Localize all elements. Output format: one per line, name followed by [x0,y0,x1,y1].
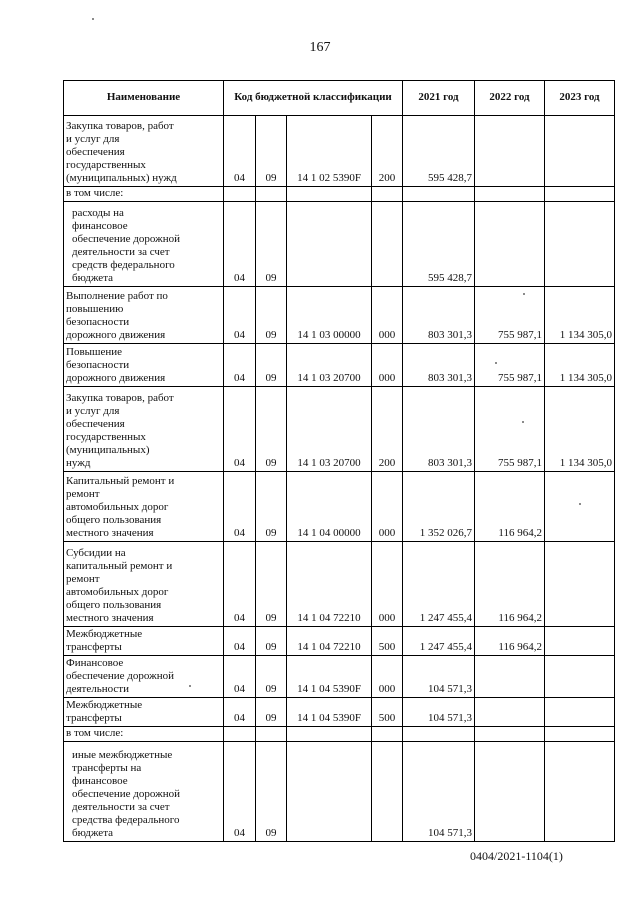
row-target-article: 14 1 03 00000 [287,287,372,344]
row-subsection [256,727,287,742]
row-name: Финансовое обеспечение дорожной деятельности [64,656,224,698]
row-amount-2022 [475,742,545,842]
row-amount-2022 [475,698,545,727]
table-header-row [64,81,615,116]
row-subsection: 09 [256,698,287,727]
row-name: Межбюджетные трансферты [64,698,224,727]
scan-speck [92,18,94,20]
header-2021: 2021 год [403,81,475,116]
row-target-article: 14 1 04 5390F [287,656,372,698]
row-name: иные межбюджетные трансферты на финансовое обеспечение дорожной деятельности за счет средства федерального бюджета [64,742,224,842]
row-amount-2023 [545,727,615,742]
row-expense-type [372,202,403,287]
row-name: расходы на финансовое обеспечение дорожной деятельности за счет средств федерального бюджета [64,202,224,287]
row-amount-2023 [545,202,615,287]
row-name: Повышение безопасности дорожного движения [64,344,224,387]
row-target-article [287,742,372,842]
scan-speck [579,503,581,505]
row-section: 04 [224,472,256,542]
row-target-article: 14 1 03 20700 [287,387,372,472]
row-target-article [287,202,372,287]
row-expense-type [372,742,403,842]
row-amount-2021: 104 571,3 [403,742,475,842]
row-amount-2021 [403,727,475,742]
row-section: 04 [224,202,256,287]
row-amount-2022 [475,727,545,742]
row-expense-type: 000 [372,656,403,698]
row-section: 04 [224,344,256,387]
row-target-article: 14 1 04 00000 [287,472,372,542]
table-row [64,698,615,727]
row-name: Закупка товаров, работ и услуг для обеспечения государственных (муниципальных) нужд [64,116,224,187]
row-amount-2021: 803 301,3 [403,344,475,387]
row-amount-2023 [545,742,615,842]
table-row [64,627,615,656]
row-target-article: 14 1 04 72210 [287,542,372,627]
row-expense-type [372,727,403,742]
row-expense-type: 000 [372,344,403,387]
scan-speck [523,293,525,295]
row-expense-type: 500 [372,698,403,727]
table-row [64,472,615,542]
row-amount-2022: 755 987,1 [475,387,545,472]
row-expense-type: 000 [372,542,403,627]
row-amount-2021: 1 247 455,4 [403,627,475,656]
row-amount-2022: 755 987,1 [475,287,545,344]
row-subsection: 09 [256,656,287,698]
header-name: Наименование [64,81,224,116]
row-target-article: 14 1 02 5390F [287,116,372,187]
row-subsection: 09 [256,116,287,187]
row-name: Закупка товаров, работ и услуг для обеспечения государственных (муниципальных) нужд [64,387,224,472]
header-code: Код бюджетной классификации [224,81,403,116]
row-subsection: 09 [256,542,287,627]
row-amount-2023 [545,187,615,202]
row-target-article: 14 1 03 20700 [287,344,372,387]
scan-speck [189,685,191,687]
scan-speck [495,362,497,364]
row-target-article: 14 1 04 5390F [287,698,372,727]
row-section: 04 [224,116,256,187]
row-amount-2022: 116 964,2 [475,542,545,627]
row-amount-2021: 104 571,3 [403,698,475,727]
row-amount-2023 [545,116,615,187]
row-amount-2021: 595 428,7 [403,116,475,187]
row-expense-type: 200 [372,387,403,472]
row-section: 04 [224,287,256,344]
budget-table [63,80,615,842]
row-subsection [256,187,287,202]
scan-speck [522,421,524,423]
row-amount-2021: 803 301,3 [403,387,475,472]
row-subsection: 09 [256,344,287,387]
table-row [64,287,615,344]
row-amount-2022 [475,116,545,187]
row-section [224,727,256,742]
row-subsection: 09 [256,287,287,344]
row-amount-2023 [545,656,615,698]
row-section: 04 [224,387,256,472]
row-amount-2022 [475,202,545,287]
row-amount-2021: 104 571,3 [403,656,475,698]
row-amount-2021: 1 247 455,4 [403,542,475,627]
row-expense-type: 000 [372,287,403,344]
table-row [64,202,615,287]
row-expense-type: 000 [372,472,403,542]
row-target-article [287,727,372,742]
row-expense-type [372,187,403,202]
row-subsection: 09 [256,472,287,542]
row-target-article: 14 1 04 72210 [287,627,372,656]
row-amount-2022 [475,656,545,698]
page-number: 167 [309,40,331,55]
row-amount-2021 [403,187,475,202]
table-row [64,387,615,472]
row-subsection: 09 [256,387,287,472]
row-amount-2023 [545,627,615,656]
row-section: 04 [224,656,256,698]
row-name: Капитальный ремонт и ремонт автомобильных дорог общего пользования местного значения [64,472,224,542]
table-row [64,542,615,627]
document-code: 0404/2021-1104(1) [470,849,563,863]
row-name: Выполнение работ по повышению безопасности дорожного движения [64,287,224,344]
table-row [64,656,615,698]
row-name: Субсидии на капитальный ремонт и ремонт автомобильных дорог общего пользования местного значения [64,542,224,627]
row-target-article [287,187,372,202]
row-amount-2023: 1 134 305,0 [545,287,615,344]
row-name: в том числе: [64,727,224,742]
row-amount-2022: 116 964,2 [475,472,545,542]
header-2023: 2023 год [545,81,615,116]
row-expense-type: 500 [372,627,403,656]
row-amount-2022 [475,187,545,202]
table-row [64,116,615,187]
row-amount-2022: 116 964,2 [475,627,545,656]
row-amount-2022: 755 987,1 [475,344,545,387]
row-amount-2023 [545,542,615,627]
row-subsection: 09 [256,202,287,287]
row-amount-2023: 1 134 305,0 [545,387,615,472]
row-subsection: 09 [256,742,287,842]
row-amount-2021: 803 301,3 [403,287,475,344]
row-amount-2023 [545,472,615,542]
row-section: 04 [224,698,256,727]
row-name: в том числе: [64,187,224,202]
row-subsection: 09 [256,627,287,656]
row-section: 04 [224,627,256,656]
table-row [64,187,615,202]
row-section: 04 [224,542,256,627]
table-body [64,116,615,842]
row-name: Межбюджетные трансферты [64,627,224,656]
row-amount-2021: 1 352 026,7 [403,472,475,542]
table-row [64,344,615,387]
table-row [64,742,615,842]
row-section [224,187,256,202]
row-amount-2021: 595 428,7 [403,202,475,287]
row-expense-type: 200 [372,116,403,187]
table-row [64,727,615,742]
header-2022: 2022 год [475,81,545,116]
row-section: 04 [224,742,256,842]
row-amount-2023 [545,698,615,727]
row-amount-2023: 1 134 305,0 [545,344,615,387]
